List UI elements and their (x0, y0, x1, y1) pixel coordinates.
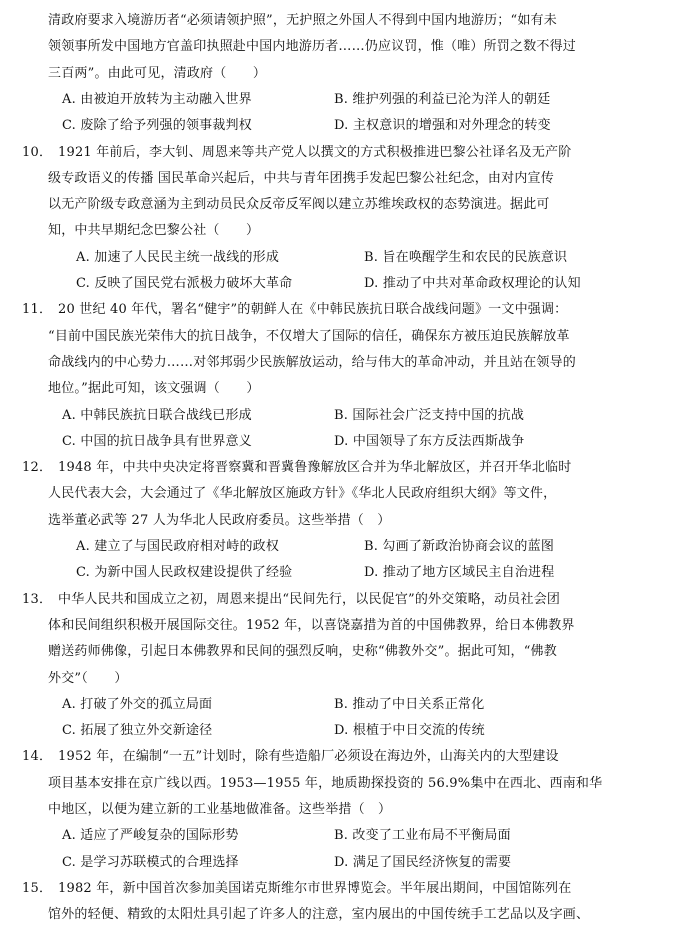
question-number: 15． (22, 880, 53, 896)
question-text-line: 1948 年，中共中央决定将晋察冀和晋冀鲁豫解放区合并为华北解放区，并召开华北临时 (58, 460, 572, 476)
question-text-line: 中华人民共和国成立之初，周恩来提出“民间先行，以民促官”的外交策略，动员社会团 (58, 591, 561, 607)
answer-option: D. 根植于中日交流的传统 (334, 723, 485, 739)
answer-option: D. 中国领导了东方反法西斯战争 (334, 433, 525, 449)
question-text-line: 级专政语义的传播 国民革命兴起后，中共与青年团携手发起巴黎公社纪念，由对内宣传 (48, 170, 554, 186)
answer-option: C. 是学习苏联模式的合理选择 (62, 854, 239, 870)
question-number: 11． (22, 302, 53, 318)
question-number: 14． (22, 749, 53, 765)
question-text-line: 知，中共早期纪念巴黎公社（ ） (48, 223, 260, 239)
question-text-line: 中地区，以便为建立新的工业基地做准备。这些举措（ ） (48, 802, 392, 817)
answer-option: D. 推动了地方区域民主自治进程 (364, 565, 555, 581)
answer-option: A. 打破了外交的孤立局面 (62, 696, 213, 712)
answer-option: B. 勾画了新政治协商会议的蓝图 (364, 539, 555, 554)
answer-option: A. 由被迫开放转为主动融入世界 (62, 91, 252, 107)
answer-option: A. 中韩民族抗日联合战线已形成 (62, 407, 252, 423)
question-text-line: 外交”（ ） (48, 670, 128, 686)
question-text-line: 清政府要求入境游历者“必须请领护照”，无护照之外国人不得到中国内地游历；“如有未 (48, 13, 557, 28)
answer-option: A. 建立了与国民政府相对峙的政权 (76, 539, 280, 554)
question-number: 13． (22, 591, 53, 607)
question-text-line: 项目基本安排在京广线以西。1953—1955 年，地质勘探投资的 56.9%集中在西北、西南和华 (48, 775, 603, 791)
answer-option: A. 加速了人民民主统一战线的形成 (76, 249, 280, 265)
question-text-line: 选举董必武等 27 人为华北人民政府委员。这些举措（ ） (48, 512, 391, 528)
answer-option: B. 推动了中日关系正常化 (334, 696, 485, 712)
answer-option: B. 旨在唤醒学生和农民的民族意识 (364, 249, 568, 265)
question-text-line: “目前中国民族光荣伟大的抗日战争，不仅增大了国际的信任，确保东方被压迫民族解放革 (48, 328, 570, 344)
answer-option: C. 为新中国人民政权建设提供了经验 (76, 565, 293, 581)
answer-option: B. 维护列强的利益已沦为洋人的朝廷 (334, 91, 551, 107)
question-number: 10． (22, 144, 53, 160)
question-text-line: 20 世纪 40 年代，署名“健宇”的朝鲜人在《中韩民族抗日联合战线问题》一文中强调： (58, 302, 568, 318)
answer-option: B. 国际社会广泛支持中国的抗战 (334, 407, 525, 423)
answer-option: D. 满足了国民经济恢复的需要 (334, 854, 512, 870)
question-text-line: 命战线内的中心势力……对邻邦弱少民族解放运动，给与伟大的革命冲动，并且站在领导的 (48, 354, 577, 370)
question-text-line: 人民代表大会，大会通过了《华北解放区施政方针》《华北人民政府组织大纲》等文件， (48, 486, 557, 502)
answer-option: C. 反映了国民党右派极力破坏大革命 (76, 276, 293, 291)
question-text-line: 馆外的轻便、精致的太阳灶具引起了许多人的注意，室内展出的中国传统手工艺品以及字画、 (48, 907, 590, 923)
question-text-line: 体和民间组织积极开展国际交往。1952 年，以喜饶嘉措为首的中国佛教界，给日本佛教界 (48, 617, 575, 633)
answer-option: C. 拓展了独立外交新途径 (62, 723, 213, 739)
answer-option: D. 推动了中共对革命政权理论的认知 (364, 276, 581, 291)
question-text-line: 领领事所发中国地方官盖印执照赴中国内地游历者……仍应议罚，惟（唯）所罚之数不得过 (48, 39, 577, 55)
question-text-line: 1952 年，在编制“一五”计划时，除有些造船厂必须设在海边外，山海关内的大型建设 (58, 749, 559, 765)
answer-option: C. 中国的抗日战争具有世界意义 (62, 433, 252, 449)
answer-option: A. 适应了严峻复杂的国际形势 (62, 828, 239, 844)
question-number: 12． (22, 460, 53, 476)
answer-option: C. 废除了给予列强的领事裁判权 (62, 118, 252, 134)
answer-option: D. 主权意识的增强和对外理念的转变 (334, 118, 551, 134)
question-text-line: 赠送药师佛像，引起日本佛教界和民间的强烈反响，史称“佛教外交”。据此可知，“佛教 (48, 644, 557, 660)
question-text-line: 1921 年前后，李大钊、周恩来等共产党人以撰文的方式积极推进巴黎公社译名及无产阶 (58, 144, 572, 160)
question-text-line: 地位。”据此可知，该文强调（ ） (48, 381, 260, 397)
question-text-line: 以无产阶级专政意涵为主到动员民众反帝反军阀以建立苏维埃政权的态势演进。据此可 (48, 197, 550, 213)
question-text-line: 三百两”。由此可见，清政府（ ） (48, 65, 267, 81)
answer-option: B. 改变了工业布局不平衡局面 (334, 828, 511, 844)
question-text-line: 1982 年，新中国首次参加美国诺克斯维尔市世界博览会。半年展出期间，中国馆陈列在 (58, 880, 572, 896)
